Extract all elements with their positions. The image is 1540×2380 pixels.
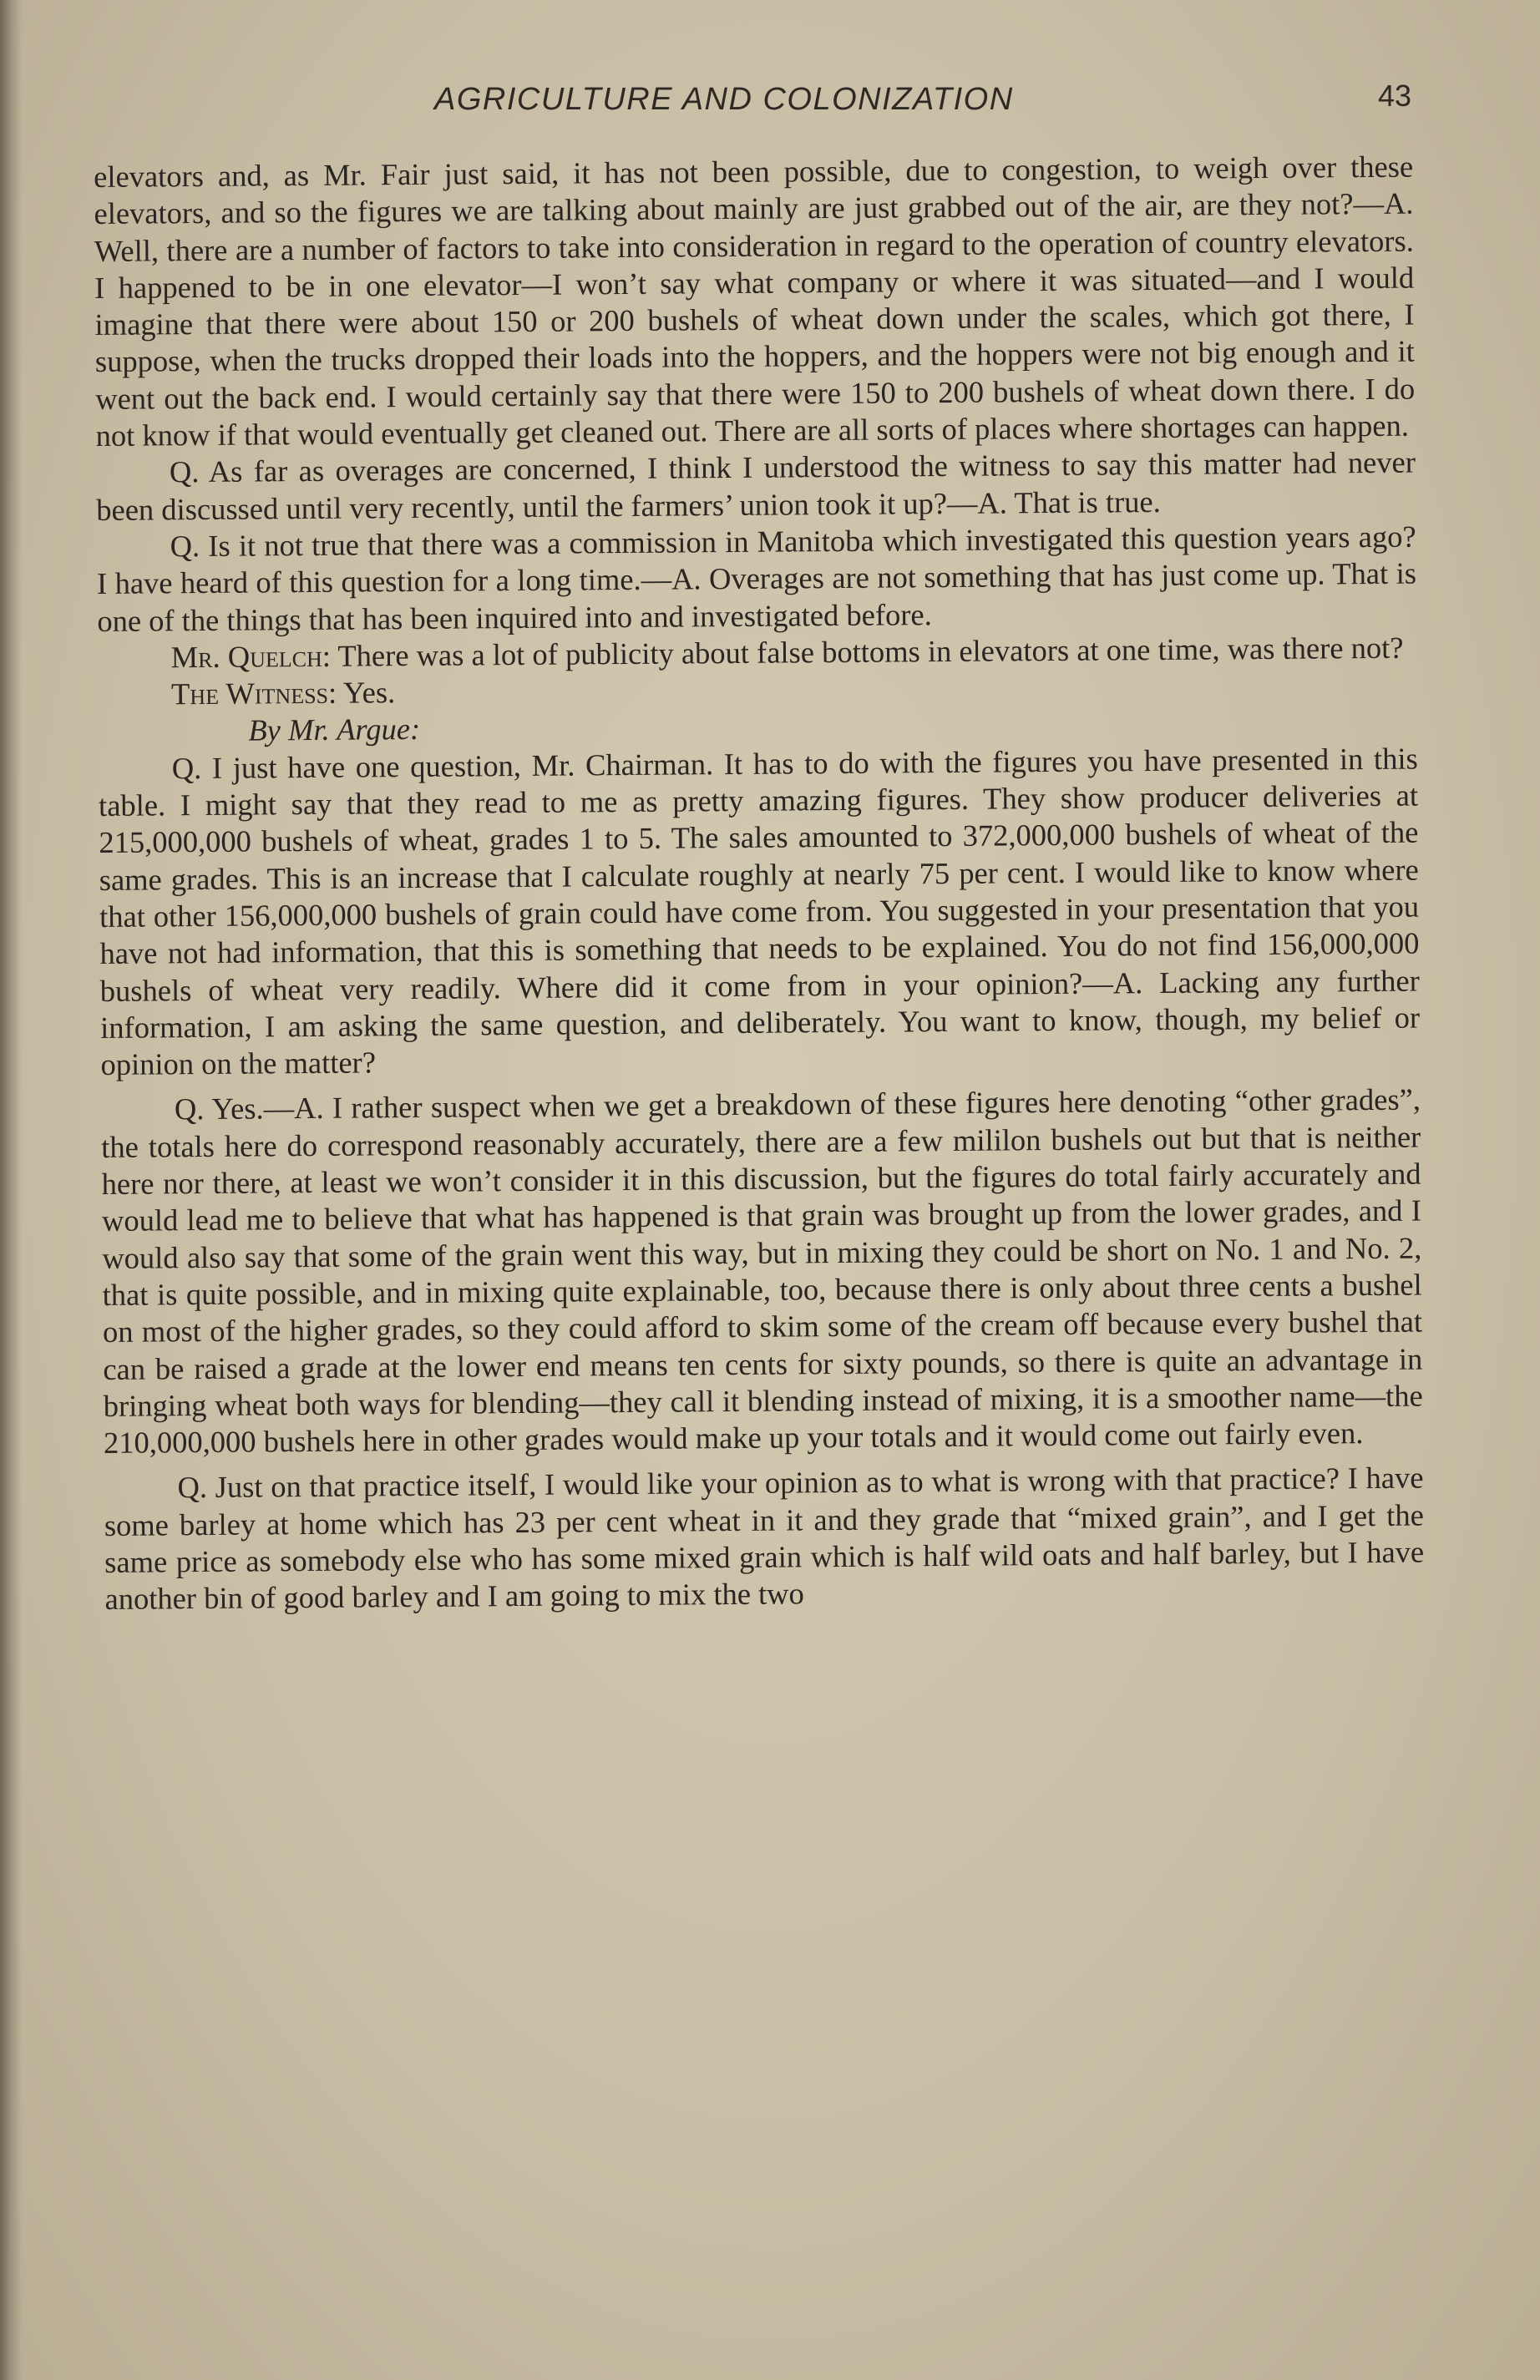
speech-text: Yes. <box>337 675 396 710</box>
speaker-name: The Witness: <box>170 675 337 711</box>
paragraph: Q. Is it not true that there was a commission in Manitoba which investigated this question years ago? I have heard of this question for a long time.—A. Overages are not something that has just come up. That is one of the things that has been inquired into and investigated before. <box>96 519 1417 638</box>
speech-text: There was a lot of publicity about false bottoms in elevators at one time, was there not? <box>330 630 1404 673</box>
speaker-name: Mr. Quelch: <box>170 638 332 675</box>
paragraph: Q. As far as overages are concerned, I think I understood the witness to say this matter had never been discussed until very recently, until the farmers’ union took it up?—A. That is true. <box>96 444 1416 527</box>
paragraph: elevators and, as Mr. Fair just said, it has not been possible, due to congestion, to weigh over these elevators, and so the figures we are talking about mainly are just grabbed out of the air, are they not?—A. Well, there are a number of factors to take into consideration in regard to the operation of country elevators. I happened to be in one elevator—I won’t say what company or where it was situated—and I would imagine that there were about 150 or 200 bushels of wheat down under the scales, which got there, I suppose, when the trucks dropped their loads into the hoppers, and the hoppers were not big enough and it went out the back end. I would certainly say that there were 150 to 200 bushels of wheat down there. I do not know if that would eventually get cleaned out. There are all sorts of places where shortages can happen. <box>94 149 1416 453</box>
paragraph: Q. Yes.—A. I rather suspect when we get a breakdown of these figures here denoting “other grades”, the totals here do correspond reasonably accurately, there are a few mililon bushels out but that is neither here nor there, at least we won’t consider it in this discussion, but the figures do total fairly accurately and would lead me to believe that what has happened is that grain was brought up from the lower grades, and I would also say that some of the grain went this way, but in mixing they could be short on No. 1 and No. 2, that is quite possible, and in mixing quite explainable, too, because there is only about three cents a bushel on most of the higher grades, so they could afford to skim some of the cream off because every bushel that can be raised a grade at the lower end means ten cents for sixty pounds, so there is quite an advantage in bringing wheat both ways for blending—they call it blending instead of mixing, it is a smoother name—the 210,000,000 bushels here in other grades would make up your totals and it would come out fairly even. <box>101 1081 1423 1461</box>
running-head: AGRICULTURE AND COLONIZATION <box>434 82 1014 117</box>
examiner-byline: By Mr. Argue: <box>248 711 421 748</box>
page-number: 43 <box>1377 78 1411 113</box>
paragraph: Q. Just on that practice itself, I would like your opinion as to what is wrong with that practice? I have some barley at home which has 23 per cent wheat in it and they grade that “mixed grain”, and I get the same price as somebody else who has some mixed grain which is half wild oats and half barley, but I have another bin of good barley and I am going to mix the two <box>104 1460 1425 1617</box>
page-header <box>92 78 1411 132</box>
binding-edge <box>0 0 22 2380</box>
body-text <box>94 149 1425 1618</box>
paragraph: Q. I just have one question, Mr. Chairman. It has to do with the figures you have presented in this table. I might say that they read to me as pretty amazing figures. They show producer deliveries at 215,000,000 bushels of wheat, grades 1 to 5. The sales amounted to 372,000,000 bushels of wheat of the same grades. This is an increase that I calculate roughly at nearly 75 per cent. I would like to know where that other 156,000,000 bushels of grain could have come from. You suggested in your presentation that you have not had information, that this is something that needs to be explained. You do not find 156,000,000 bushels of wheat very readily. Where did it come from in your opinion?—A. Lacking any further information, I am asking the same question, and deliberately. You want to know, though, my belief or opinion on the matter? <box>98 741 1421 1082</box>
